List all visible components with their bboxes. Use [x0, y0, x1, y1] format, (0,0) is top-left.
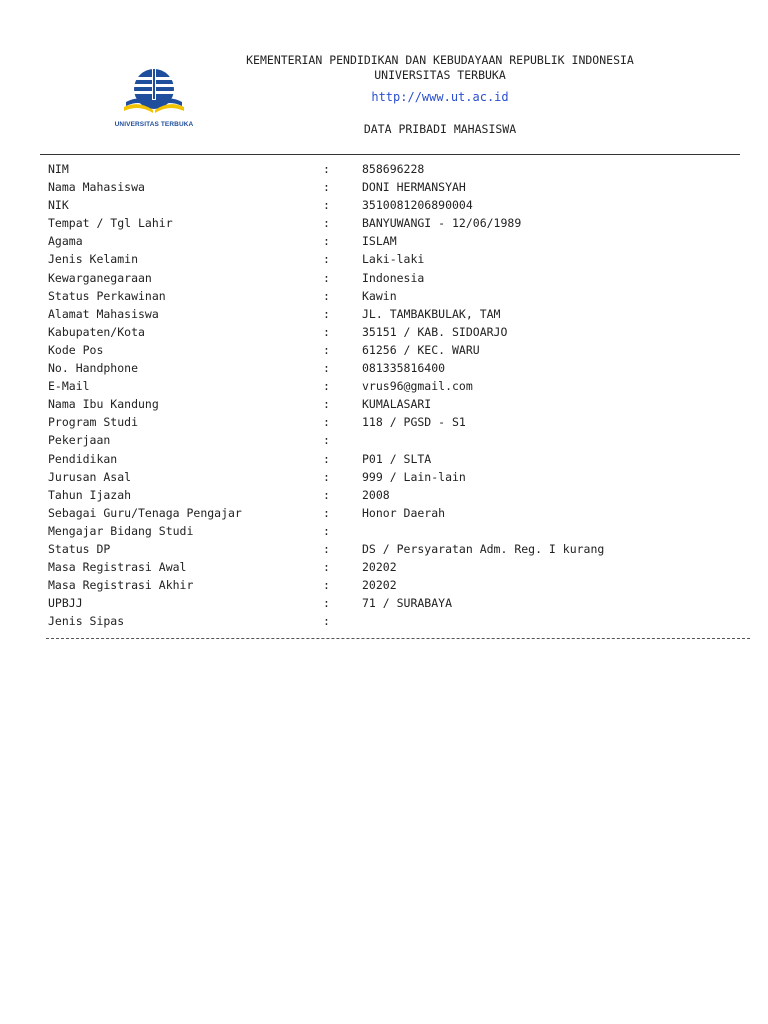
- field-label: Pendidikan: [48, 451, 118, 466]
- ministry-heading: KEMENTERIAN PENDIDIKAN DAN KEBUDAYAAN REPUBLIK INDONESIA: [246, 53, 634, 67]
- university-heading: UNIVERSITAS TERBUKA: [374, 68, 506, 82]
- field-label: Alamat Mahasiswa: [48, 306, 159, 321]
- field-row-jurusan-asal: [0, 468, 768, 486]
- field-label: Status Perkawinan: [48, 288, 166, 303]
- field-value: vrus96@gmail.com: [362, 379, 473, 394]
- field-row-kabupaten-kota: [0, 323, 768, 341]
- field-row-program-studi: [0, 413, 768, 431]
- field-row-nik: [0, 196, 768, 214]
- field-value: 71 / SURABAYA: [362, 596, 453, 611]
- field-separator: :: [323, 397, 330, 412]
- field-label: Masa Registrasi Akhir: [48, 578, 194, 593]
- field-row-pekerjaan: [0, 431, 768, 449]
- field-separator: :: [323, 578, 330, 593]
- field-label: Kabupaten/Kota: [48, 324, 145, 339]
- field-label: Sebagai Guru/Tenaga Pengajar: [48, 505, 242, 520]
- field-row-email: [0, 377, 768, 395]
- field-row-tempat-tgl-lahir: [0, 214, 768, 232]
- field-value: 61256 / KEC. WARU: [362, 342, 480, 357]
- header-divider: [40, 154, 740, 155]
- field-separator: :: [323, 306, 330, 321]
- field-label: Jenis Kelamin: [48, 252, 139, 267]
- document-title: DATA PRIBADI MAHASISWA: [363, 122, 517, 136]
- field-value: P01 / SLTA: [362, 451, 432, 466]
- field-separator: :: [323, 433, 330, 448]
- field-row-status-perkawinan: [0, 287, 768, 305]
- field-separator: :: [323, 379, 330, 394]
- field-value: 20202: [362, 560, 397, 575]
- field-label: Jenis Sipas: [48, 614, 125, 629]
- field-separator: :: [323, 162, 330, 176]
- logo-wordmark: UNIVERSITAS TERBUKA: [114, 121, 194, 128]
- field-value: 2008: [362, 487, 390, 502]
- field-label: NIK: [48, 198, 69, 213]
- field-value: 20202: [362, 578, 397, 593]
- field-value: ISLAM: [362, 234, 397, 249]
- field-label: Pekerjaan: [48, 433, 111, 448]
- field-value: 858696228: [362, 162, 425, 176]
- field-row-tahun-ijazah: [0, 486, 768, 504]
- field-separator: :: [323, 361, 330, 376]
- field-row-kewarganegaraan: [0, 269, 768, 287]
- field-separator: :: [323, 342, 330, 357]
- field-row-status-dp: [0, 540, 768, 558]
- field-value: DONI HERMANSYAH: [362, 180, 466, 195]
- field-label: Program Studi: [48, 415, 139, 430]
- field-row-nama-ibu-kandung: [0, 395, 768, 413]
- field-row-nim: [0, 160, 768, 178]
- field-separator: :: [323, 451, 330, 466]
- field-separator: :: [323, 614, 330, 629]
- field-value: Honor Daerah: [362, 505, 446, 520]
- field-separator: :: [323, 252, 330, 267]
- field-label: Kewarganegaraan: [48, 270, 152, 285]
- field-separator: :: [323, 541, 330, 556]
- field-row-masa-registrasi-awal: [0, 558, 768, 576]
- field-value: 118 / PGSD - S1: [362, 415, 466, 430]
- field-label: UPBJJ: [48, 596, 83, 611]
- field-separator: :: [323, 216, 330, 231]
- field-separator: :: [323, 469, 330, 484]
- field-separator: :: [323, 505, 330, 520]
- field-label: Tempat / Tgl Lahir: [48, 216, 173, 231]
- field-value: BANYUWANGI - 12/06/1989: [362, 216, 522, 231]
- field-value: KUMALASARI: [362, 397, 432, 412]
- field-row-no-handphone: [0, 359, 768, 377]
- field-row-jenis-kelamin: [0, 250, 768, 268]
- field-label: Masa Registrasi Awal: [48, 560, 187, 575]
- field-separator: :: [323, 324, 330, 339]
- field-separator: :: [323, 270, 330, 285]
- field-value: Kawin: [362, 288, 397, 303]
- field-separator: :: [323, 523, 330, 538]
- field-row-agama: [0, 232, 768, 250]
- field-label: Tahun Ijazah: [48, 487, 132, 502]
- field-label: No. Handphone: [48, 361, 139, 376]
- field-label: Status DP: [48, 541, 111, 556]
- field-separator: :: [323, 560, 330, 575]
- field-row-sebagai-guru: [0, 504, 768, 522]
- field-row-upbjj: [0, 594, 768, 612]
- field-separator: :: [323, 415, 330, 430]
- field-separator: :: [323, 180, 330, 195]
- field-label: Mengajar Bidang Studi: [48, 523, 194, 538]
- field-value: 081335816400: [362, 361, 446, 376]
- field-separator: :: [323, 596, 330, 611]
- field-label: NIM: [48, 162, 69, 176]
- field-separator: :: [323, 198, 330, 213]
- footer-divider: [46, 638, 750, 639]
- field-value: 999 / Lain-lain: [362, 469, 466, 484]
- field-label: Nama Mahasiswa: [48, 180, 145, 195]
- field-value: 35151 / KAB. SIDOARJO: [362, 324, 508, 339]
- field-row-pendidikan: [0, 450, 768, 468]
- field-value: JL. TAMBAKBULAK, TAM: [362, 306, 501, 321]
- field-value: DS / Persyaratan Adm. Reg. I kurang: [362, 541, 605, 556]
- field-value: Indonesia: [362, 270, 425, 285]
- field-label: Nama Ibu Kandung: [48, 397, 159, 412]
- university-url-link[interactable]: http://www.ut.ac.id: [371, 90, 509, 104]
- field-value: 3510081206890004: [362, 198, 473, 213]
- field-label: E-Mail: [48, 379, 90, 394]
- field-separator: :: [323, 487, 330, 502]
- field-row-masa-registrasi-akhir: [0, 576, 768, 594]
- field-value: Laki-laki: [362, 252, 425, 267]
- field-label: Jurusan Asal: [48, 469, 132, 484]
- field-label: Agama: [48, 234, 83, 249]
- field-row-mengajar-bidang-studi: [0, 522, 768, 540]
- field-row-nama-mahasiswa: [0, 178, 768, 196]
- field-row-alamat-mahasiswa: [0, 305, 768, 323]
- field-label: Kode Pos: [48, 342, 104, 357]
- field-separator: :: [323, 288, 330, 303]
- field-row-kode-pos: [0, 341, 768, 359]
- field-row-jenis-sipas: [0, 612, 768, 630]
- field-separator: :: [323, 234, 330, 249]
- student-data-list: [0, 160, 768, 630]
